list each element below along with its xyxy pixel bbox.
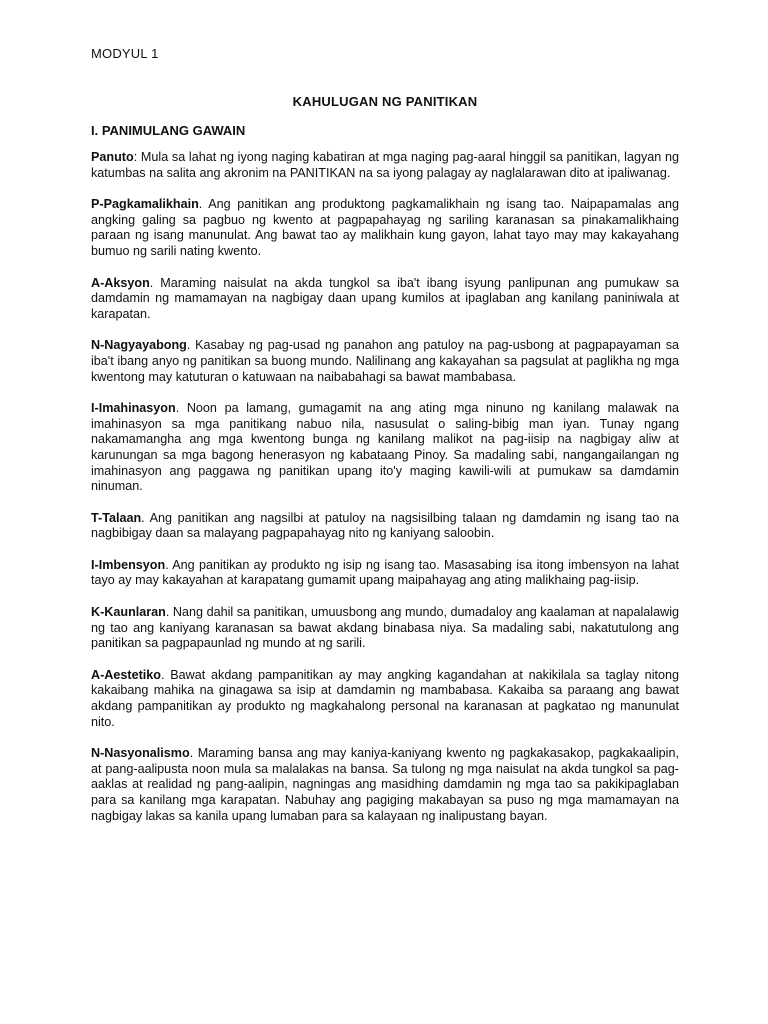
paragraph-term: K-Kaunlaran [91,605,166,620]
paragraph-term: I-Imahinasyon [91,401,176,416]
paragraph-aksyon [91,276,679,323]
module-header: MODYUL 1 [91,46,159,61]
paragraph-nasyonalismo [91,746,679,824]
paragraph-term: A-Aksyon [91,275,150,290]
paragraph-text: . Maraming naisulat na akda tungkol sa iba't ibang isyung panlipunan ang pumukaw sa damdamin ng mamamayan na nagbigay daan upang kumilos at ipaglaban ang kanilang paniniwala at karapatan. [91,275,679,321]
paragraph-text: . Ang panitikan ang produktong pagkamalikhain ng isang tao. Naipapamalas ang angking galing sa pagbuo ng kwento at pagpapahayag ng sariling karanasan sa pinakamalikhaing paraan ng isang manunulat. Ang bawat tao ay malikhain kung gayon, lahat tayo may may kakayahang bumuo ng sarili nating kwento. [91,197,679,258]
paragraph-text: . Kasabay ng pag-usad ng panahon ang patuloy na pag-usbong at pagpapayaman sa iba't ibang anyo ng panitikan sa buong mundo. Nalilinang ang kakayahan sa pagsulat at paglikha ng mga kwentong may katuturan o katuwaan na naibabahagi sa bawat mambabasa. [91,338,679,384]
paragraph-kaunlaran [91,605,679,652]
paragraph-imbensyon [91,558,679,589]
paragraph-term: T-Talaan [91,510,142,525]
document-body [91,150,679,840]
paragraph-text: . Noon pa lamang, gumagamit na ang ating mga ninuno ng kanilang malawak na imahinasyon sa mga panitikang nabuo nila, nasusulat o saling-bibig man iyan. Tunay ngang nakamamangha ang mga kwentong bunga ng kanilang malikot na pag-iisip na nagbigay aliw at karunungan sa mga bagong henerasyon ng kabataang Pinoy. Sa madaling sabi, nangangailangan ng imahinasyon ang paggawa ng panitikan upang ito'y maging kawili-wili at pumukaw sa damdamin ninuman. [91,401,679,494]
paragraph-term: A-Aestetiko [91,667,161,682]
paragraph-term: N-Nagyayabong [91,338,187,353]
paragraph-text: . Maraming bansa ang may kaniya-kaniyang kwento ng pagkakasakop, pagkakaalipin, at pang-aalipusta noon mula sa malalakas na bansa. Sa tulong ng mga naisulat na akda tungkol sa pag-aaklas at realidad ng pang-aalipin, nagningas ang masidhing damdamin ng mga tao sa pakikipaglaban para sa kanilang mga karapatan. Nabuhay ang pagiging makabayan sa puso ng mga mamamayan na nagbigay lakas sa kanila upang lumaban para sa kalayaan ng inalipustang bayan. [91,746,679,823]
paragraph-term: Panuto [91,150,134,164]
paragraph-pagkamalikhain [91,197,679,259]
paragraph-text: . Ang panitikan ay produkto ng isip ng isang tao. Masasabing isa itong imbensyon na lahat tayo ay may kakayahan at karapatang gumamit upang maipahayag ang ating malikhaing pag-iisip. [91,557,679,588]
paragraph-text: . Ang panitikan ang nagsilbi at patuloy na nagsisilbing talaan ng damdamin ng isang tao na nagbibigay daan sa malayang pagpapahayag nito ng kaniyang saloobin. [91,510,679,541]
section-heading: I. PANIMULANG GAWAIN [91,123,246,138]
paragraph-text: : Mula sa lahat ng iyong naging kabatiran at mga naging pag-aaral hinggil sa panitikan, lagyan ng katumbas na salita ang akronim na PANITIKAN na sa iyong palagay ay naglalarawan dito at ipaliwanag. [91,150,679,180]
paragraph-imahinasyon [91,401,679,495]
paragraph-term: P-Pagkamalikhain [91,197,199,212]
paragraph-term: N-Nasyonalismo [91,746,190,761]
paragraph-text: . Nang dahil sa panitikan, umuusbong ang mundo, dumadaloy ang kaalaman at napalalawig ng tao ang kaniyang karanasan sa bawat akdang binabasa niya. Sa madaling sabi, nakatutulong ang panitikan sa pagpapaunlad ng mundo at ng sarili. [91,605,679,651]
paragraph-aestetiko [91,668,679,730]
paragraph-nagyayabong [91,338,679,385]
paragraph-term: I-Imbensyon [91,557,166,572]
page-title: KAHULUGAN NG PANITIKAN [292,94,478,109]
paragraph-text: . Bawat akdang pampanitikan ay may angking kagandahan at nakikilala sa taglay nitong kakaibang mahika na ginagawa sa isip at damdamin ng mambabasa. Kakaiba sa paraang ang bawat akdang pampanitikan ay produkto ng magkahalong personal na karanasan at pagkatao ng manunulat nito. [91,667,679,729]
paragraph-talaan [91,511,679,542]
paragraph-panuto [91,150,679,181]
